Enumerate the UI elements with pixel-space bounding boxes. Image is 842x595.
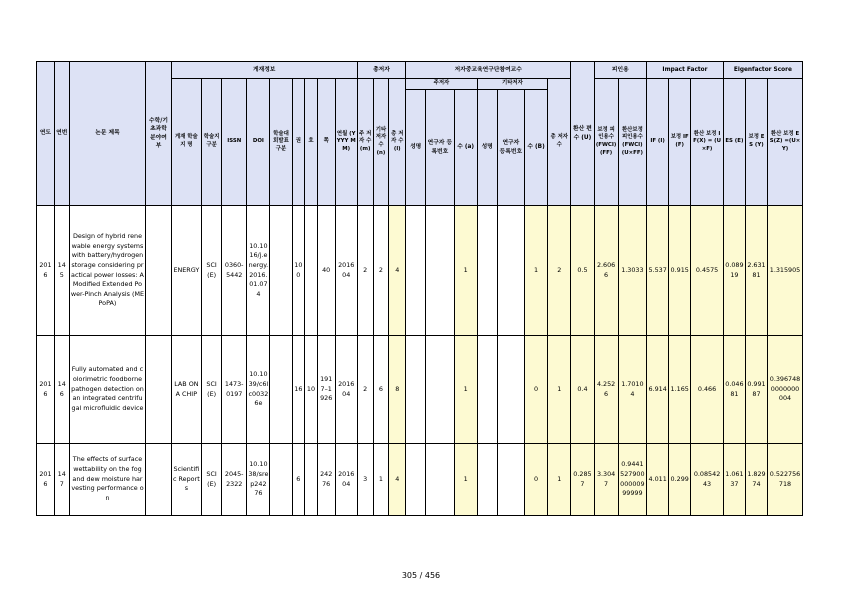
cell-z: 1.315905 (768, 206, 803, 336)
cell-main-reg (426, 444, 454, 516)
cell-title: Fully automated and colorimetric foodborne pathogen detection on an integrated centrifugal microfluidic device (69, 336, 146, 444)
cell-journal: ENERGY (171, 206, 202, 336)
cell-pub-date: 201604 (335, 336, 357, 444)
cell-x: 0.4575 (691, 206, 724, 336)
cell-main-name (406, 206, 426, 336)
cell-page: 40 (317, 206, 335, 336)
col-es-conv: 환산 보정 ES(Z) =(U×Y) (768, 79, 803, 206)
cell-issn: 1473-0197 (222, 336, 247, 444)
group-eigenfactor: Eigenfactor Score (723, 62, 802, 79)
cell-i: 6.914 (647, 336, 669, 444)
cell-x: 0.0854243 (691, 444, 724, 516)
cell-issue: 10 (305, 336, 318, 444)
cell-funding (270, 444, 292, 516)
col-doi: DOI (247, 79, 270, 206)
cell-m: 3 (357, 444, 373, 516)
cell-participants: 2 (548, 206, 571, 336)
table-body (37, 206, 803, 516)
col-if-conv: 환산 보정 IF(X) = (U×F) (691, 79, 724, 206)
col-main-reg: 연구자 등록번호 (426, 90, 454, 206)
col-cite-conv: 환산보정피인용수 (FWCI) (U×FF) (618, 79, 646, 206)
col-main-count: 주 저자 수 (m) (357, 79, 373, 206)
cell-a: 1 (454, 206, 477, 336)
cell-other-name (477, 206, 497, 336)
cell-main-reg (426, 336, 454, 444)
cell-issn: 2045-2322 (222, 444, 247, 516)
cell-y: 0.99187 (745, 336, 767, 444)
cell-doi: 10.1016/j.energy.2016.01.074 (247, 206, 270, 336)
award-paper-table (36, 61, 803, 516)
cell-serial: 147 (54, 444, 69, 516)
cell-issue (305, 206, 318, 336)
cell-u: 0.2857 (571, 444, 594, 516)
col-main-name: 성명 (406, 90, 426, 206)
cell-page: 1917–1926 (317, 336, 335, 444)
col-journal-type: 학술지 구분 (202, 79, 222, 206)
cell-title: Design of hybrid renewable energy systems with battery/hydrogen storage considering practical power losses: A Modified Extended Power-Pinch Analysis (MEPoPA) (69, 206, 146, 336)
cell-m: 2 (357, 336, 373, 444)
cell-z: 0.3967480000000004 (768, 336, 803, 444)
group-main-author: 주저자 (406, 79, 478, 90)
cell-volume: 16 (292, 336, 305, 444)
cell-title: The effects of surface wettability on the fog and dew moisture harvesting performance on (69, 444, 146, 516)
cell-y: 1.82974 (745, 444, 767, 516)
col-main-num: 수 (a) (454, 90, 477, 206)
cell-ff: 4.2526 (594, 336, 618, 444)
col-if: IF (I) (647, 79, 669, 206)
cell-serial: 146 (54, 336, 69, 444)
cell-m: 2 (357, 206, 373, 336)
group-participating-faculty: 저자중교육연구단참여교수 (406, 62, 571, 79)
cell-total: 4 (389, 444, 406, 516)
cell-e: 1.06137 (723, 444, 745, 516)
col-title: 논문 제목 (69, 62, 146, 206)
col-other-reg: 연구자 등록번호 (497, 90, 524, 206)
cell-jtype: SCI(E) (202, 444, 222, 516)
col-journal-name: 게재 학술지 명 (171, 79, 202, 206)
col-total-participants: 총 저자 수 (548, 79, 571, 206)
cell-year: 2016 (37, 444, 55, 516)
cell-serial: 145 (54, 206, 69, 336)
col-pub-date: 연월 (YYYY MM) (335, 79, 357, 206)
cell-uff: 0.944152790000000999999 (618, 444, 646, 516)
cell-b: 0 (525, 444, 548, 516)
col-field-category: 수학/기초과학분야여부 (146, 62, 171, 206)
cell-other-reg (497, 444, 524, 516)
cell-n: 1 (373, 444, 389, 516)
cell-total: 8 (389, 336, 406, 444)
cell-i: 4.011 (647, 444, 669, 516)
page-number: 305 / 456 (401, 571, 441, 580)
cell-participants: 1 (548, 336, 571, 444)
cell-year: 2016 (37, 206, 55, 336)
cell-pub-date: 201604 (335, 444, 357, 516)
col-serial: 연번 (54, 62, 69, 206)
cell-n: 2 (373, 206, 389, 336)
group-total-authors: 총저자 (357, 62, 405, 79)
table-row (37, 336, 803, 444)
col-issue: 호 (305, 79, 318, 206)
cell-b: 1 (525, 206, 548, 336)
col-other-count: 기타 저자 수 (n) (373, 79, 389, 206)
cell-total: 4 (389, 206, 406, 336)
cell-volume: 100 (292, 206, 305, 336)
col-funding: 학술대회발표구분 (270, 79, 292, 206)
cell-funding (270, 206, 292, 336)
cell-pub-date: 201604 (335, 206, 357, 336)
cell-n: 6 (373, 336, 389, 444)
col-if-adj: 보정 IF (F) (669, 79, 691, 206)
cell-volume: 6 (292, 444, 305, 516)
cell-doi: 10.1039/c6lc00326e (247, 336, 270, 444)
cell-other-reg (497, 336, 524, 444)
table-row (37, 444, 803, 516)
cell-journal: LAB ON A CHIP (171, 336, 202, 444)
cell-field (146, 206, 171, 336)
col-es-adj: 보정 ES (Y) (745, 79, 767, 206)
cell-other-name (477, 336, 497, 444)
col-es: ES (E) (723, 79, 745, 206)
cell-b: 0 (525, 336, 548, 444)
group-pub-info: 게재정보 (171, 62, 357, 79)
cell-page: 24276 (317, 444, 335, 516)
cell-uff: 1.3033 (618, 206, 646, 336)
cell-u: 0.4 (571, 336, 594, 444)
cell-field (146, 444, 171, 516)
cell-i: 5.537 (647, 206, 669, 336)
cell-other-name (477, 444, 497, 516)
cell-year: 2016 (37, 336, 55, 444)
col-cite-adj: 보정 피인용수 (FWCI) (FF) (594, 79, 618, 206)
cell-main-reg (426, 206, 454, 336)
cell-e: 0.08919 (723, 206, 745, 336)
cell-f: 1.165 (669, 336, 691, 444)
col-other-name: 성명 (477, 90, 497, 206)
cell-doi: 10.1038/srep24276 (247, 444, 270, 516)
cell-y: 2.63181 (745, 206, 767, 336)
cell-f: 0.915 (669, 206, 691, 336)
cell-ff: 3.3047 (594, 444, 618, 516)
col-issn: ISSN (222, 79, 247, 206)
cell-u: 0.5 (571, 206, 594, 336)
cell-journal: Scientific Reports (171, 444, 202, 516)
cell-f: 0.299 (669, 444, 691, 516)
cell-main-name (406, 336, 426, 444)
cell-a: 1 (454, 444, 477, 516)
cell-jtype: SCI(E) (202, 206, 222, 336)
col-page: 쪽 (317, 79, 335, 206)
group-citations: 피인용 (594, 62, 647, 79)
cell-funding (270, 336, 292, 444)
cell-main-name (406, 444, 426, 516)
col-other-num: 수 (B) (525, 90, 548, 206)
cell-other-reg (497, 206, 524, 336)
cell-field (146, 336, 171, 444)
group-impact-factor: Impact Factor (647, 62, 724, 79)
cell-jtype: SCI(E) (202, 336, 222, 444)
col-total-count: 총 저자 수 (l) (389, 79, 406, 206)
cell-participants: 1 (548, 444, 571, 516)
group-other-author: 기타저자 (477, 79, 547, 90)
cell-issn: 0360-5442 (222, 206, 247, 336)
cell-x: 0.466 (691, 336, 724, 444)
col-volume: 권 (292, 79, 305, 206)
cell-issue (305, 444, 318, 516)
col-year: 연도 (37, 62, 55, 206)
cell-a: 1 (454, 336, 477, 444)
col-converted: 환산 편수 (U) (571, 62, 594, 206)
cell-ff: 2.6066 (594, 206, 618, 336)
cell-uff: 1.70104 (618, 336, 646, 444)
table-row (37, 206, 803, 336)
cell-e: 0.04681 (723, 336, 745, 444)
cell-z: 0.522756718 (768, 444, 803, 516)
